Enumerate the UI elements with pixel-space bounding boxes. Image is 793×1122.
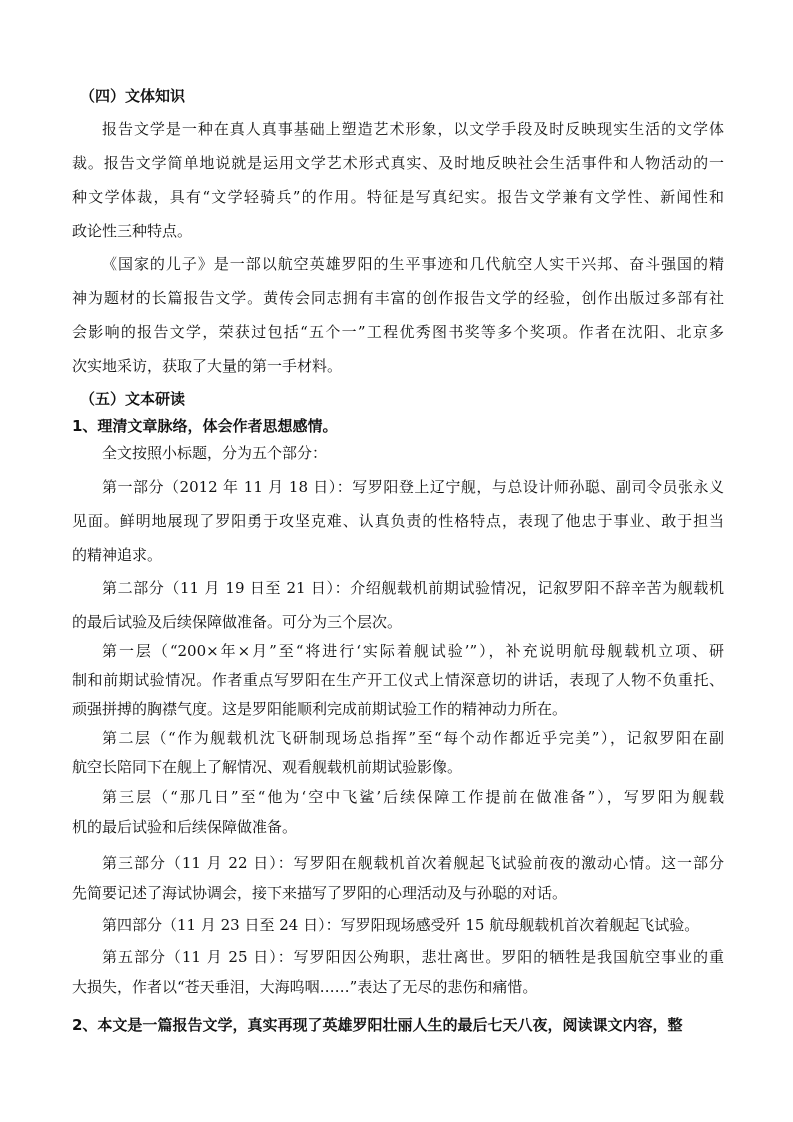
paragraph-line: 顽强拼搏的胸襟气度。这是罗阳能顺利完成前期试验工作的精神动力所在。 [72,700,568,718]
paragraph-line: 《国家的儿子》是一部以航空英雄罗阳的生平事迹和几代航空人实干兴邦、奋斗强国的精 [102,255,724,273]
question-2: 2、本文是一篇报告文学，真实再现了英雄罗阳壮丽人生的最后七天八夜，阅读课文内容，整 [72,1016,683,1034]
paragraph-line: 第二层（“作为舰载机沈飞研制现场总指挥”至“每个动作都近乎完美”），记叙罗阳在副 [102,729,724,747]
paragraph-line: 航空长陪同下在舰上了解情况、观看舰载机前期试验影像。 [72,758,463,776]
paragraph-line: 第一层（“200×年×月”至“将进行‘实际着舰试验’”），补充说明航母舰载机立项、研 [102,642,724,660]
paragraph-line: 神为题材的长篇报告文学。黄传会同志拥有丰富的创作报告文学的经验，创作出版过多部有社 [72,289,724,307]
paragraph-line: 报告文学是一种在真人真事基础上塑造艺术形象，以文学手段及时反映现实生活的文学体 [102,120,724,138]
section-heading-4: （四）文体知识 [80,87,186,105]
paragraph-line: 第三部分（11 月 22 日）：写罗阳在舰载机首次着舰起飞试验前夜的激动心情。这一部分 [102,854,724,872]
paragraph-line: 第四部分（11 月 23 日至 24 日）：写罗阳现场感受歼 15 航母舰载机首次着舰起飞试验。 [102,916,700,934]
paragraph-line: 第三层（“那几日”至“他为‘空中飞鲨’后续保障工作提前在做准备”），写罗阳为舰载 [102,788,724,806]
paragraph-line: 机的最后试验和后续保障做准备。 [72,818,298,836]
paragraph-line: 的精神追求。 [72,546,163,564]
paragraph-line: 次实地采访，获取了大量的第一手材料。 [72,357,343,375]
paragraph-line: 裁。报告文学简单地说就是运用文学艺术形式真实、及时地反映社会生活事件和人物活动的一 [72,154,724,172]
section-heading-5: （五）文本研读 [80,390,186,408]
paragraph-line: 第二部分（11 月 19 日至 21 日）：介绍舰载机前期试验情况，记叙罗阳不辞辛苦为舰载机 [102,579,724,597]
paragraph-line: 大损失，作者以“苍天垂泪，大海呜咽……”表达了无尽的悲伤和痛惜。 [72,978,538,996]
paragraph-line: 全文按照小标题，分为五个部分： [102,444,328,462]
paragraph-line: 种文学体裁，具有“文学轻骑兵”的作用。特征是写真纪实。报告文学兼有文学性、新闻性和 [72,188,724,206]
paragraph-line: 先简要记述了海试协调会，接下来描写了罗阳的心理活动及与孙聪的对话。 [72,884,568,902]
paragraph-line: 制和前期试验情况。作者重点写罗阳在生产开工仪式上情深意切的讲话，表现了人物不负重托、 [72,671,724,689]
paragraph-line: 第一部分（2012 年 11 月 18 日）：写罗阳登上辽宁舰，与总设计师孙聪、副司令员张永义 [102,478,724,496]
paragraph-line: 的最后试验及后续保障做准备。可分为三个层次。 [72,613,403,631]
paragraph-line: 政论性三种特点。 [72,222,193,240]
paragraph-line: 会影响的报告文学，荣获过包括“五个一”工程优秀图书奖等多个奖项。作者在沈阳、北京多 [72,323,724,341]
question-1: 1、理清文章脉络，体会作者思想感情。 [72,417,338,435]
paragraph-line: 见面。鲜明地展现了罗阳勇于攻坚克难、认真负责的性格特点，表现了他忠于事业、敢于担当 [72,512,724,530]
paragraph-line: 第五部分（11 月 25 日）：写罗阳因公殉职，悲壮离世。罗阳的牺牲是我国航空事业的重 [102,948,724,966]
